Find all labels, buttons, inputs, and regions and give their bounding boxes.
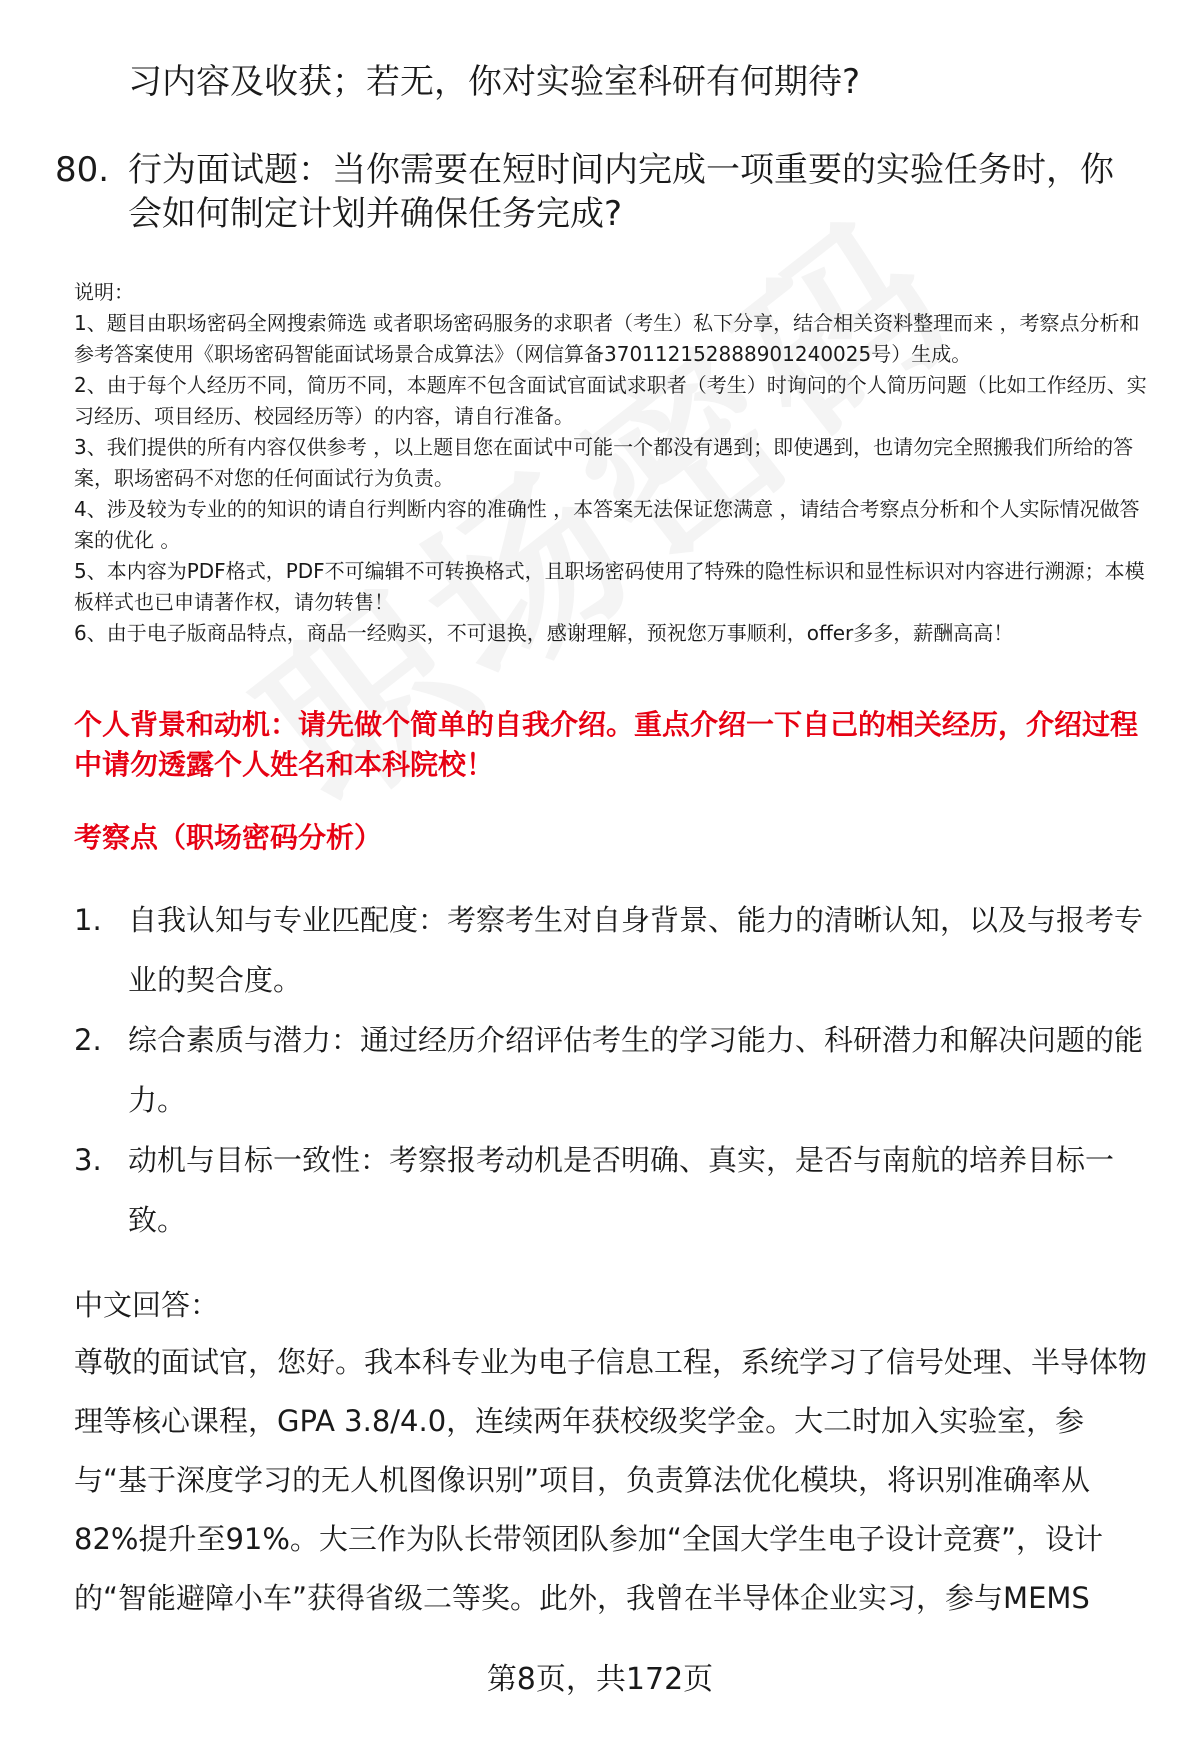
note-item: 1、题目由职场密码全网搜索筛选 或者职场密码服务的求职者（考生）私下分享，结合相关资料整理而来 ，考察点分析和参考答案使用《职场密码智能面试场景合成算法》（网信算备370112152888901240025号）生成。 (74, 311, 1140, 366)
analysis-point (74, 890, 1154, 1010)
page-footer: 第8页，共172页 (486, 1662, 714, 1697)
section-subtitle: 考察点（职场密码分析） (74, 821, 383, 854)
notes-block (74, 277, 1154, 649)
analysis-point (74, 1010, 1154, 1130)
point-text: 综合素质与潜力：通过经历介绍评估考生的学习能力、科研潜力和解决问题的能力。 (128, 1023, 1144, 1117)
analysis-point (74, 1130, 1154, 1250)
point-text: 自我认知与专业匹配度：考察考生对自身背景、能力的清晰认知，以及与报考专业的契合度。 (128, 903, 1144, 997)
note-item: 3、我们提供的所有内容仅供参考 ，以上题目您在面试中可能一个都没有遇到；即使遇到，也请勿完全照搬我们所给的答案，职场密码不对您的任何面试行为负责。 (74, 435, 1134, 490)
point-number: 3. (74, 1143, 102, 1177)
point-number: 2. (74, 1023, 102, 1057)
notes-title: 说明： (74, 280, 134, 304)
analysis-points (74, 890, 1154, 1250)
note-item: 2、由于每个人经历不同，简历不同，本题库不包含面试官面试求职者（考生）时询问的个人简历问题（比如工作经历、实习经历、项目经历、校园经历等）的内容，请自行准备。 (74, 373, 1147, 428)
question-number: 80. (55, 150, 110, 190)
answer-label: 中文回答： (74, 1288, 220, 1322)
answer-text: 尊敬的面试官，您好。我本科专业为电子信息工程，系统学习了信号处理、半导体物理等核心课程，GPA 3.8/4.0，连续两年获校级奖学金。大二时加入实验室，参与“基于深度学习的无人机图像识别”项目，负责算法优化模块，将识别准确率从82%提升至91%。大三作为队长带领团队参加“全国大学生电子设计竞赛”，设计的“智能避障小车”获得省级二等奖。此外，我曾在半导体企业实习，参与MEMS (74, 1345, 1148, 1615)
note-item: 6、由于电子版商品特点，商品一经购买，不可退换，感谢理解，预祝您万事顺利，offer多多，薪酬高高！ (74, 621, 1014, 645)
question-text: 行为面试题：当你需要在短时间内完成一项重要的实验任务时，你会如何制定计划并确保任务完成? (128, 150, 1114, 234)
note-item: 5、本内容为PDF格式，PDF不可编辑不可转换格式，且职场密码使用了特殊的隐性标识和显性标识对内容进行溯源；本模板样式也已申请著作权，请勿转售！ (74, 559, 1145, 614)
section-title: 个人背景和动机：请先做个简单的自我介绍。重点介绍一下自己的相关经历，介绍过程中请勿透露个人姓名和本科院校！ (74, 708, 1139, 781)
point-text: 动机与目标一致性：考察报考动机是否明确、真实，是否与南航的培养目标一致。 (128, 1143, 1115, 1237)
question-continuation: 习内容及收获；若无，你对实验室科研有何期待? (128, 62, 861, 102)
question-80 (55, 148, 1128, 236)
note-item: 4、涉及较为专业的的知识的请自行判断内容的准确性 ，本答案无法保证您满意 ，请结合考察点分析和个人实际情况做答案的优化 。 (74, 497, 1140, 552)
point-number: 1. (74, 903, 102, 937)
